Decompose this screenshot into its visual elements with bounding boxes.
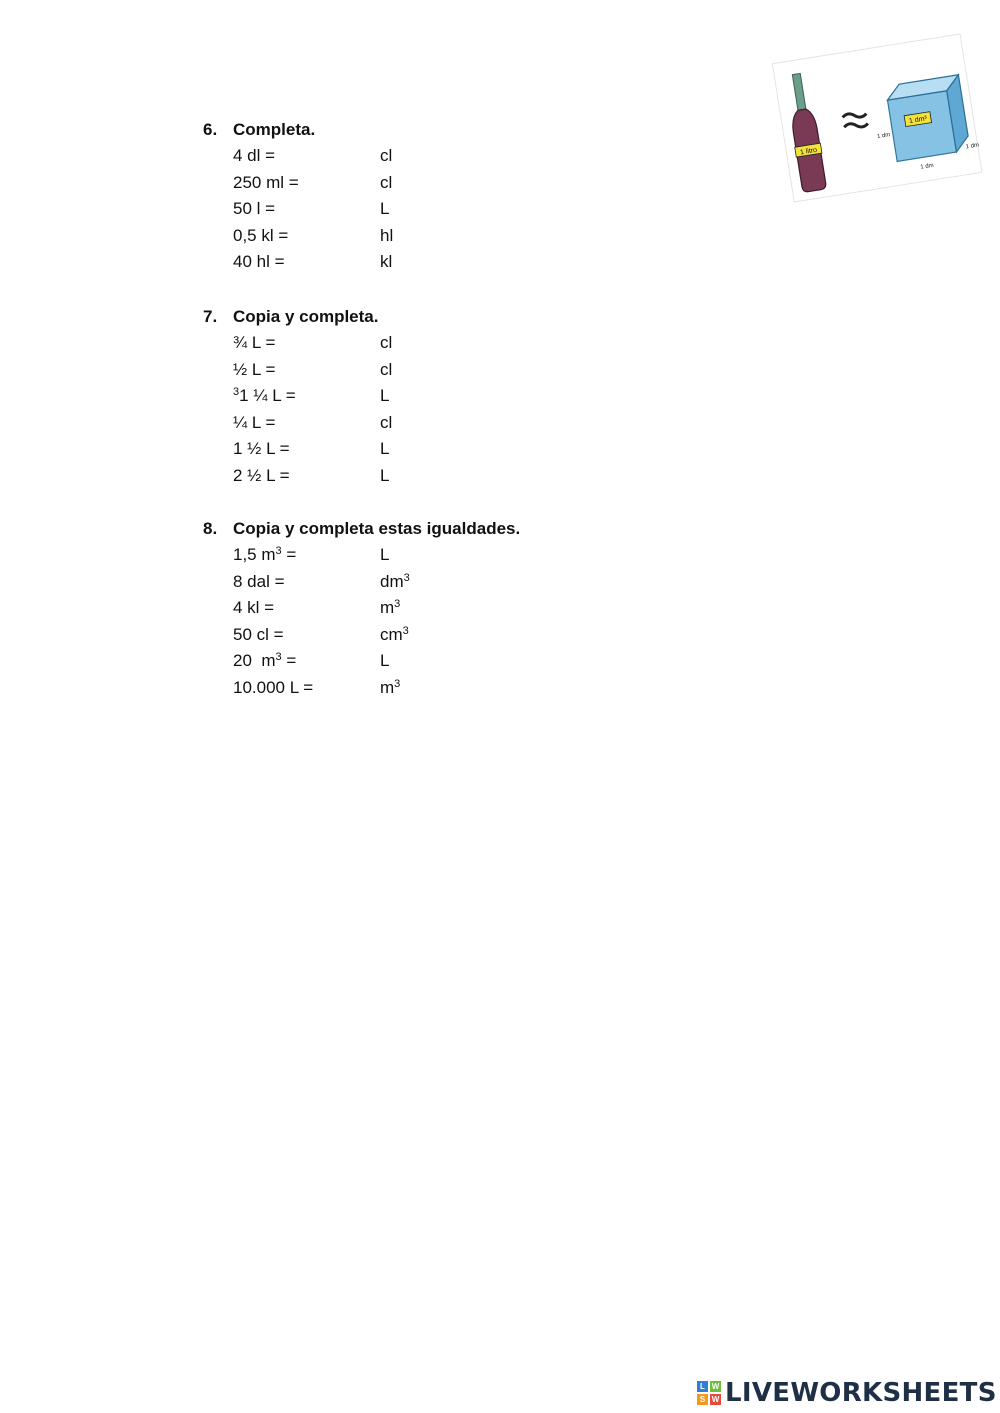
row-expression: 1,5 $m^3$ = — [233, 545, 297, 564]
logo-wordmark: LIVEWORKSHEETS — [725, 1378, 997, 1408]
logo-blocks-icon: L W S W — [697, 1381, 721, 1405]
exercise-6-title — [203, 117, 803, 143]
conversion-row — [203, 383, 803, 410]
row-expression: 20 $m^3$ = — [233, 651, 297, 671]
row-unit: $dm^3$ — [380, 571, 410, 591]
conversion-row — [203, 436, 803, 463]
conversion-row — [203, 595, 803, 622]
conversion-row — [203, 249, 803, 276]
row-unit: $m^3$ — [380, 598, 401, 618]
row-expression: ¾ L = — [233, 333, 276, 352]
row-unit: cl — [380, 146, 393, 165]
row-expression: 250 ml = — [233, 172, 299, 192]
liveworksheets-logo — [697, 1376, 997, 1410]
conversion-row — [203, 622, 803, 649]
row-unit: L — [380, 465, 390, 485]
row-unit: cl — [380, 172, 393, 192]
row-unit: L — [380, 439, 390, 459]
conversion-row — [203, 463, 803, 490]
conversion-row — [203, 170, 803, 197]
row-unit: cl — [380, 412, 393, 432]
row-expression: ½ L = — [233, 359, 276, 379]
stray-superscript: 3 — [233, 386, 240, 399]
conversion-row — [203, 196, 803, 223]
exercise-heading: Copia y completa estas igualdades. — [233, 519, 521, 538]
conversion-row — [203, 675, 803, 702]
exercise-heading: Completa. — [233, 120, 316, 139]
svg-text:1 dm³: 1 dm³ — [908, 115, 928, 125]
exercise-number: 8. — [203, 519, 218, 538]
conversion-row — [203, 569, 803, 596]
row-expression: 0,5 kl = — [233, 225, 289, 245]
row-unit: $m^3$ — [380, 677, 401, 697]
svg-text:1 dm: 1 dm — [876, 132, 891, 141]
svg-text:1 litro: 1 litro — [799, 146, 818, 157]
exercise-6 — [203, 117, 803, 276]
row-unit: L — [380, 199, 390, 219]
conversion-row — [203, 223, 803, 250]
exercise-8 — [203, 516, 803, 702]
row-unit: L — [380, 545, 390, 564]
conversion-row — [203, 410, 803, 437]
row-unit: kl — [380, 252, 393, 272]
conversion-row — [203, 542, 803, 569]
row-unit: cl — [380, 359, 393, 379]
row-unit: L — [380, 386, 390, 406]
row-expression: 4 kl = — [233, 598, 275, 618]
svg-text:1 dm: 1 dm — [965, 142, 980, 151]
exercise-7 — [203, 304, 803, 490]
conversion-row — [203, 143, 803, 170]
exercise-8-title — [203, 516, 803, 542]
row-expression: 50 l = — [233, 199, 276, 219]
row-expression: 1 ½ L = — [233, 439, 290, 459]
row-expression: 4 dl = — [233, 146, 276, 165]
row-unit: cl — [380, 333, 393, 352]
bottle-equals-cube-illustration — [780, 42, 980, 192]
row-expression: $^3$1 ¼ L = — [233, 386, 296, 406]
conversion-row — [203, 330, 803, 357]
conversion-row — [203, 357, 803, 384]
exercise-heading: Copia y completa. — [233, 307, 379, 326]
row-unit: L — [380, 651, 390, 671]
exercise-number: 6. — [203, 120, 218, 139]
exercise-number: 7. — [203, 307, 218, 326]
row-expression: 2 ½ L = — [233, 465, 290, 485]
row-expression: ¼ L = — [233, 412, 276, 432]
conversion-row — [203, 648, 803, 675]
row-expression: 10.000 L = — [233, 677, 314, 697]
row-expression: 40 hl = — [233, 252, 285, 272]
row-unit: hl — [380, 225, 394, 245]
exercise-7-title — [203, 304, 803, 330]
row-expression: 8 dal = — [233, 571, 285, 591]
row-unit: $cm^3$ — [380, 624, 409, 644]
row-expression: 50 cl = — [233, 624, 284, 644]
svg-text:1 dm: 1 dm — [920, 162, 935, 171]
